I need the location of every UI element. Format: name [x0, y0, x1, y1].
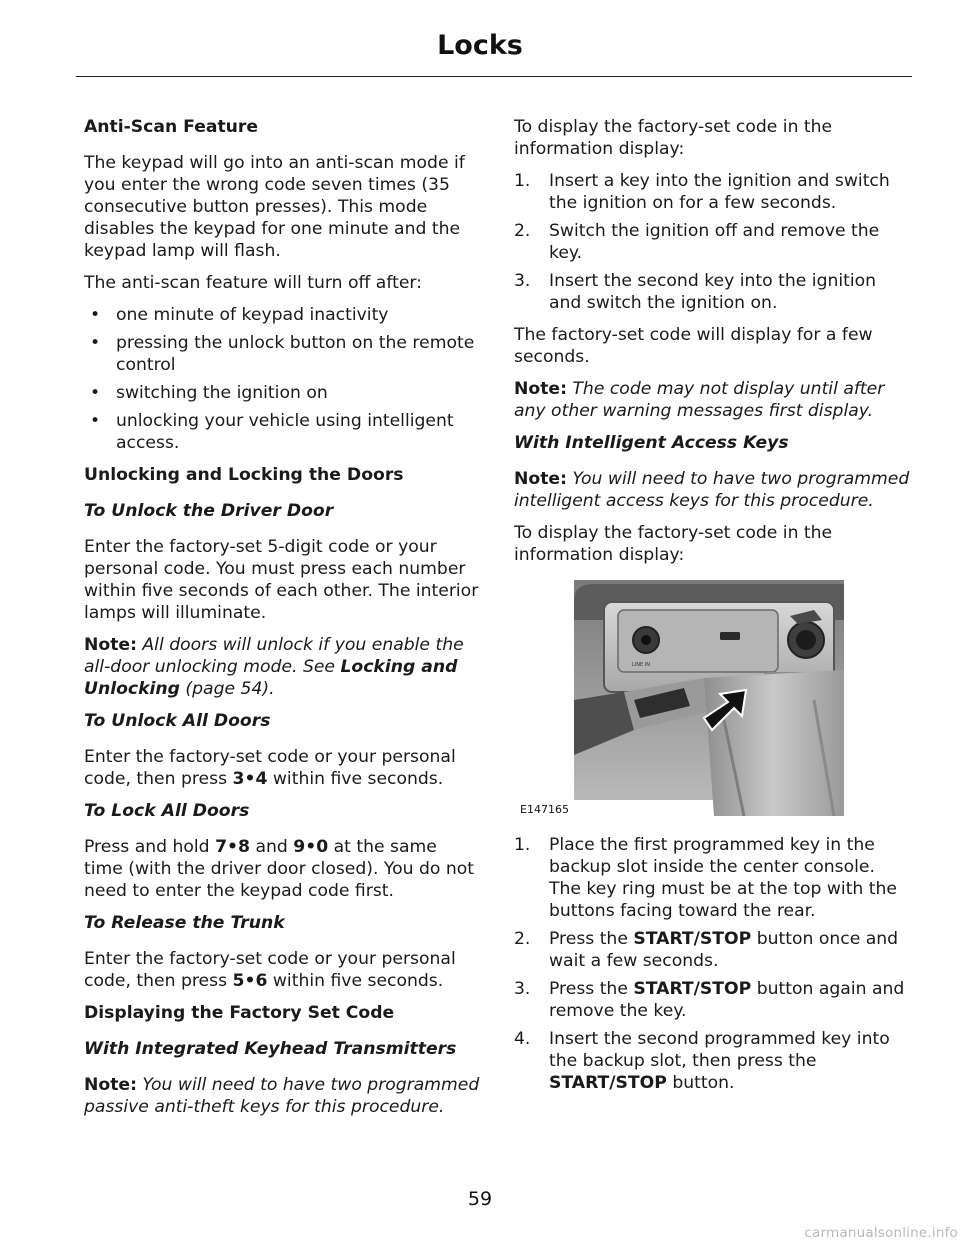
step-text: button once and wait a few seconds. [549, 929, 899, 971]
list-item: • one minute of keypad inactivity [84, 304, 480, 326]
right-column [514, 116, 912, 1104]
page-number: 59 [467, 1188, 493, 1210]
step-text: Press the [549, 979, 628, 999]
figure-code: E147165 [520, 803, 569, 816]
list-item [514, 978, 912, 1022]
integrated-keyhead-note [84, 1074, 480, 1118]
center-console-figure [514, 580, 844, 816]
list-item [514, 270, 912, 314]
header-divider [76, 76, 912, 77]
driver-door-heading: To Unlock the Driver Door [84, 501, 334, 521]
note-label: Note: [84, 1075, 137, 1095]
intelligent-access-steps-list [514, 834, 912, 1094]
text-span: Enter the factory-set code or your personal code, then press [84, 747, 456, 789]
anti-scan-bullet-list [84, 304, 480, 454]
lock-all-text [84, 836, 480, 902]
display-note [514, 378, 912, 422]
usb-port [720, 632, 740, 640]
list-item [514, 1028, 912, 1094]
left-column [84, 116, 480, 1128]
step-number: 1. [514, 171, 531, 191]
note-label: Note: [514, 379, 567, 399]
step-text: Press the [549, 929, 628, 949]
step-number: 3. [514, 271, 531, 291]
driver-door-note [84, 634, 480, 700]
note-label: Note: [514, 469, 567, 489]
key-code: 5•6 [232, 971, 268, 991]
unlock-lock-heading: Unlocking and Locking the Doors [84, 465, 404, 485]
start-stop-label: START/STOP [549, 1073, 667, 1093]
list-item [514, 834, 912, 922]
unlock-all-heading: To Unlock All Doors [84, 711, 271, 731]
step-number: 2. [514, 221, 531, 241]
key-code: 3•4 [232, 769, 268, 789]
note-text: You will need to have two programmed intelligent access keys for this procedure. [514, 469, 910, 511]
text-span: Press and hold [84, 837, 210, 857]
step-number: 2. [514, 929, 531, 949]
intelligent-access-note [514, 468, 912, 512]
page-title: Locks [437, 30, 523, 61]
display-steps-list [514, 170, 912, 314]
text-span: Enter the factory-set code or your personal code, then press [84, 949, 456, 991]
intelligent-access-heading: With Intelligent Access Keys [514, 433, 789, 453]
step-text: Switch the ignition off and remove the key. [549, 221, 880, 263]
step-text: Place the first programmed key in the backup slot inside the center console. The key ring must be at the top with the buttons facing toward the rear. [549, 835, 897, 921]
locking-unlocking-link[interactable]: Locking and Unlocking [84, 657, 458, 699]
text-span: and [255, 837, 288, 857]
step-text: button again and remove the key. [549, 979, 905, 1021]
note-text: You will need to have two programmed passive anti-theft keys for this procedure. [84, 1075, 480, 1117]
trunk-heading: To Release the Trunk [84, 913, 285, 933]
step-text: Insert the second programmed key into the backup slot, then press the [549, 1029, 890, 1071]
text-span: at the same time (with the driver door closed). You do not need to enter the keypad code first. [84, 837, 475, 901]
watermark: carmanualsonline.info [804, 1225, 958, 1241]
list-item: • unlocking your vehicle using intelligent access. [84, 410, 480, 454]
key-code: 7•8 [215, 837, 250, 857]
text-span: within five seconds. [272, 769, 444, 789]
step-number: 3. [514, 979, 531, 999]
display-result: The factory-set code will display for a few seconds. [514, 325, 873, 367]
list-item: • switching the ignition on [84, 382, 480, 404]
step-text: Insert a key into the ignition and switch the ignition on for a few seconds. [549, 171, 890, 213]
anti-scan-paragraph-2: The anti-scan feature will turn off after: [84, 273, 422, 293]
list-item [514, 220, 912, 264]
lock-all-heading: To Lock All Doors [84, 801, 250, 821]
anti-scan-heading: Anti-Scan Feature [84, 117, 259, 137]
key-code: 9•0 [293, 837, 329, 857]
display-intro: To display the factory-set code in the information display: [514, 117, 833, 159]
anti-scan-paragraph-1: The keypad will go into an anti-scan mode if you enter the wrong code seven times (35 consecutive button presses). This mode disables the keypad for one minute and the keypad lamp will flash. [84, 153, 465, 261]
start-stop-label: START/STOP [633, 979, 752, 999]
step-number: 4. [514, 1029, 531, 1049]
list-item [514, 170, 912, 214]
note-page-ref: (page 54). [185, 679, 275, 699]
step-number: 1. [514, 835, 531, 855]
step-text: Insert the second key into the ignition and switch the ignition on. [549, 271, 877, 313]
note-text: The code may not display until after any other warning messages first display. [514, 379, 885, 421]
list-item: • pressing the unlock button on the remote control [84, 332, 480, 376]
display-intro-2: To display the factory-set code in the information display: [514, 523, 833, 565]
note-text: All doors will unlock if you enable the all-door unlocking mode. See [84, 635, 464, 677]
console-illustration [514, 580, 844, 816]
step-text: button. [672, 1073, 735, 1093]
factory-code-heading: Displaying the Factory Set Code [84, 1003, 395, 1023]
unlock-all-text [84, 746, 480, 790]
text-span: within five seconds. [272, 971, 444, 991]
driver-door-text: Enter the factory-set 5-digit code or your personal code. You must press each number within five seconds of each other. The interior lamps will illuminate. [84, 537, 479, 623]
list-item [514, 928, 912, 972]
start-stop-label: START/STOP [633, 929, 752, 949]
trunk-text [84, 948, 480, 992]
line-in-label: LINE IN [632, 662, 650, 668]
integrated-keyhead-heading: With Integrated Keyhead Transmitters [84, 1039, 457, 1059]
note-label: Note: [84, 635, 137, 655]
